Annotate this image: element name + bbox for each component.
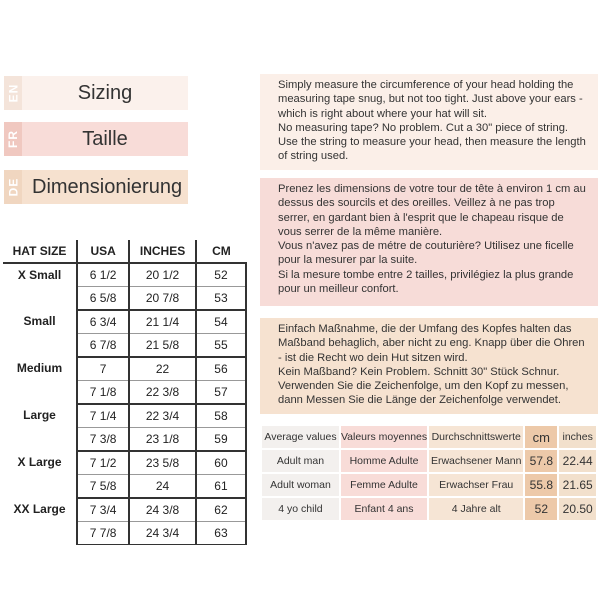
- instructions-paragraph: No measuring tape? No problem. Cut a 30" piece of string. Use the string to measure your head, then measure the length of string used.: [278, 121, 586, 163]
- usa-value: 7 3/4: [77, 498, 129, 522]
- inches-value: 23 5/8: [129, 451, 196, 475]
- usa-value: 7 1/8: [77, 381, 129, 405]
- usa-value: 7: [77, 357, 129, 381]
- table-row: [3, 357, 246, 381]
- cm-value: 63: [196, 522, 246, 545]
- table-row: [3, 451, 246, 475]
- language-tag-fr: FR: [4, 122, 22, 156]
- label-de: Erwachsener Mann: [429, 450, 523, 472]
- cm-value: 62: [196, 498, 246, 522]
- cm-value: 57.8: [525, 450, 557, 472]
- header-inches: inches: [559, 426, 596, 448]
- size-label: Small: [23, 314, 56, 328]
- cm-value: 52: [196, 263, 246, 287]
- instructions-de: [260, 318, 598, 414]
- label-fr: Enfant 4 ans: [341, 498, 427, 520]
- inches-value: 22 3/4: [129, 404, 196, 428]
- cm-value: 58: [196, 404, 246, 428]
- inches-value: 22.44: [559, 450, 596, 472]
- label-de: Erwachser Frau: [429, 474, 523, 496]
- average-row: [262, 474, 596, 496]
- instructions-paragraph: Kein Maßband? Kein Problem. Schnitt 30" Stück Schnur. Verwenden Sie die Zeichenfolge, um den Kopf zu messen, dann Messen Sie die Länge der Zeichenfolge verwendet.: [278, 365, 569, 407]
- title-dimensionierung: Dimensionierung: [22, 170, 188, 204]
- usa-value: 6 5/8: [77, 287, 129, 311]
- heading-en: [4, 76, 188, 110]
- average-row: [262, 450, 596, 472]
- label-en: 4 yo child: [262, 498, 339, 520]
- heading-de: [4, 170, 188, 204]
- instructions-paragraph: Vous n'avez pas de métre de couturière? Utilisez une ficelle pour la mesurer par la suite.: [278, 240, 574, 267]
- header-durchschnittswerte: Durchschnittswerte: [429, 426, 523, 448]
- label-de: 4 Jahre alt: [429, 498, 523, 520]
- size-label: X Large: [17, 455, 62, 469]
- cm-value: 59: [196, 428, 246, 452]
- usa-value: 7 1/2: [77, 451, 129, 475]
- average-header-row: [262, 426, 596, 448]
- table-header-row: [3, 240, 246, 263]
- instructions-fr: [260, 178, 598, 306]
- inches-value: 23 1/8: [129, 428, 196, 452]
- inches-value: 22 3/8: [129, 381, 196, 405]
- header-cm: cm: [525, 426, 557, 448]
- average-values-table: [260, 424, 598, 522]
- header-usa: USA: [77, 240, 129, 263]
- size-label: Large: [23, 408, 56, 422]
- average-row: [262, 498, 596, 520]
- title-sizing: Sizing: [22, 76, 188, 110]
- label-fr: Femme Adulte: [341, 474, 427, 496]
- inches-value: 21 5/8: [129, 334, 196, 358]
- instructions-paragraph: Si la mesure tombe entre 2 tailles, privilégiez la plus grande pour un meilleur confort.: [278, 268, 574, 296]
- usa-value: 7 7/8: [77, 522, 129, 545]
- heading-fr: [4, 122, 188, 156]
- instructions-paragraph: Prenez les dimensions de votre tour de tête à environ 1 cm au dessus des sourcils et des oreilles. Veillez à ne pas trop serrer, en gardant bien à l'esprit que le chapeau risque de vous serrer de la même manière.: [278, 183, 586, 238]
- language-tag-de: DE: [4, 170, 22, 204]
- size-label: XX Large: [13, 502, 66, 516]
- header-inches: INCHES: [129, 240, 196, 263]
- instructions-en: [260, 74, 598, 170]
- label-fr: Homme Adulte: [341, 450, 427, 472]
- cm-value: 55.8: [525, 474, 557, 496]
- instructions-paragraph: Einfach Maßnahme, die der Umfang des Kopfes halten das Maßband behaglich, aber nicht zu eng. Knapp über die Ohren - ist die Recht wo dein Hut sitzen wird.: [278, 323, 585, 364]
- instructions-paragraph: Simply measure the circumference of your head holding the measuring tape snug, but not too tight. Just above your ears - which is right about where your hat will sit.: [278, 79, 583, 120]
- cm-value: 57: [196, 381, 246, 405]
- inches-value: 22: [129, 357, 196, 381]
- usa-value: 7 1/4: [77, 404, 129, 428]
- header-valeurs-moyennes: Valeurs moyennes: [341, 426, 427, 448]
- cm-value: 52: [525, 498, 557, 520]
- inches-value: 24 3/8: [129, 498, 196, 522]
- size-label: X Small: [17, 268, 62, 282]
- cm-value: 53: [196, 287, 246, 311]
- cm-value: 54: [196, 310, 246, 334]
- usa-value: 7 5/8: [77, 475, 129, 499]
- inches-value: 20 1/2: [129, 263, 196, 287]
- inches-value: 21 1/4: [129, 310, 196, 334]
- inches-value: 20.50: [559, 498, 596, 520]
- usa-value: 7 3/8: [77, 428, 129, 452]
- inches-value: 24 3/4: [129, 522, 196, 545]
- label-en: Adult woman: [262, 474, 339, 496]
- cm-value: 55: [196, 334, 246, 358]
- language-tag-en: EN: [4, 76, 22, 110]
- title-taille: Taille: [22, 122, 188, 156]
- table-row: [3, 404, 246, 428]
- cm-value: 60: [196, 451, 246, 475]
- usa-value: 6 7/8: [77, 334, 129, 358]
- table-row: [3, 310, 246, 334]
- header-hat-size: HAT SIZE: [3, 240, 77, 263]
- cm-value: 61: [196, 475, 246, 499]
- table-row: [3, 263, 246, 287]
- header-average-values: Average values: [262, 426, 339, 448]
- table-row: [3, 498, 246, 522]
- usa-value: 6 3/4: [77, 310, 129, 334]
- inches-value: 21.65: [559, 474, 596, 496]
- hat-size-table: [3, 240, 247, 545]
- inches-value: 20 7/8: [129, 287, 196, 311]
- usa-value: 6 1/2: [77, 263, 129, 287]
- label-en: Adult man: [262, 450, 339, 472]
- size-label: Medium: [16, 361, 63, 375]
- header-cm: CM: [196, 240, 246, 263]
- inches-value: 24: [129, 475, 196, 499]
- cm-value: 56: [196, 357, 246, 381]
